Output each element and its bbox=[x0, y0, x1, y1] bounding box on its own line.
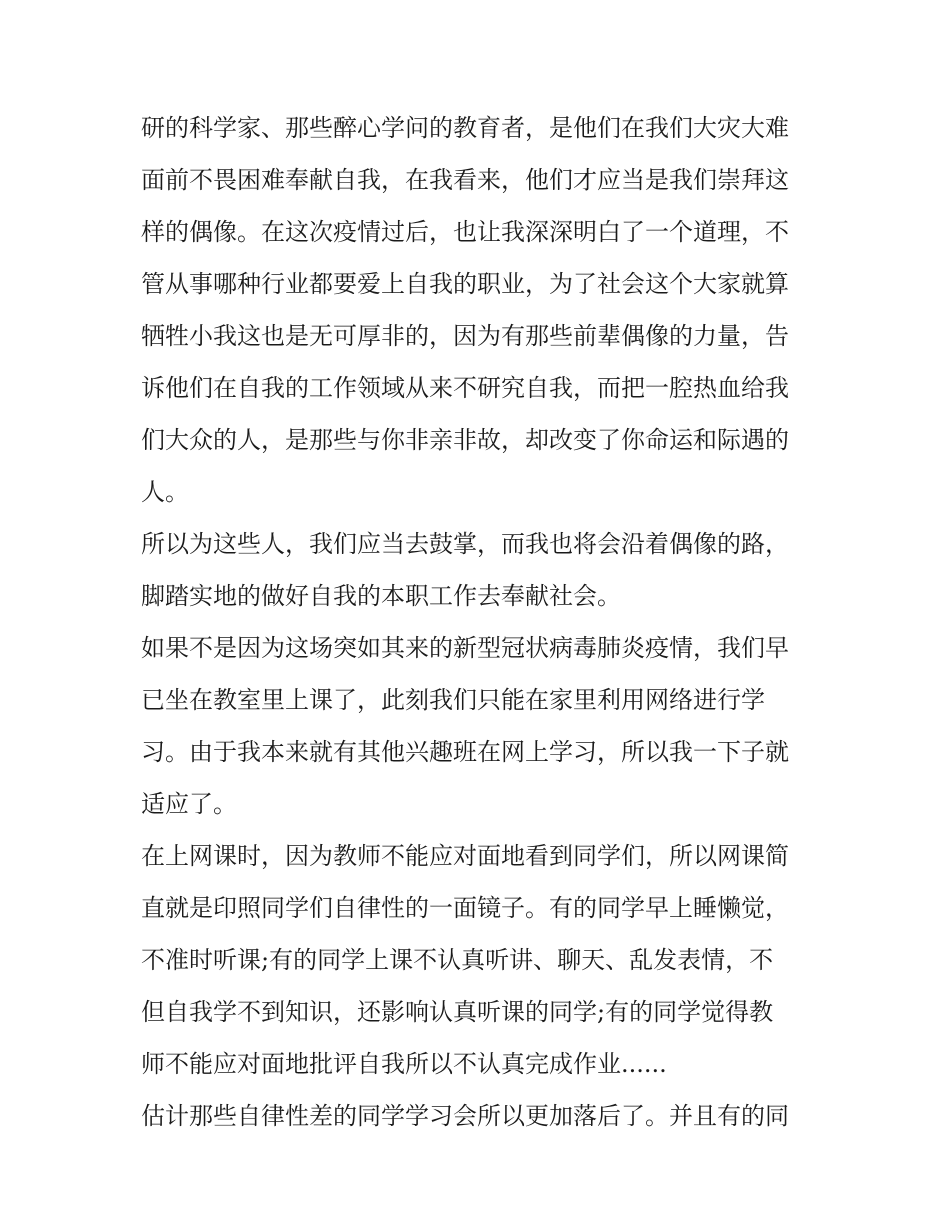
text-line: 所以为这些人，我们应当去鼓掌，而我也将会沿着偶像的路， bbox=[141, 530, 789, 558]
text-line: 直就是印照同学们自律性的一面镜子。有的同学早上睡懒觉， bbox=[141, 894, 789, 922]
text-line: 诉他们在自我的工作领域从来不研究自我，而把一腔热血给我 bbox=[141, 374, 789, 402]
text-line: 师不能应对面地批评自我所以不认真完成作业...... bbox=[141, 1050, 667, 1078]
text-line: 如果不是因为这场突如其来的新型冠状病毒肺炎疫情，我们早 bbox=[141, 634, 789, 662]
text-line: 面前不畏困难奉献自我，在我看来，他们才应当是我们崇拜这 bbox=[141, 166, 789, 194]
text-line: 管从事哪种行业都要爱上自我的职业，为了社会这个大家就算 bbox=[141, 270, 789, 298]
body-text bbox=[141, 102, 821, 1142]
text-line: 不准时听课;有的同学上课不认真听讲、聊天、乱发表情，不 bbox=[141, 946, 774, 974]
text-line: 人。 bbox=[141, 478, 189, 506]
text-line: 样的偶像。在这次疫情过后，也让我深深明白了一个道理，不 bbox=[141, 218, 789, 246]
text-line: 估计那些自律性差的同学学习会所以更加落后了。并且有的同 bbox=[141, 1102, 789, 1130]
text-line: 在上网课时，因为教师不能应对面地看到同学们，所以网课简 bbox=[141, 842, 789, 870]
text-line: 研的科学家、那些醉心学问的教育者，是他们在我们大灾大难 bbox=[141, 114, 789, 142]
text-line: 习。由于我本来就有其他兴趣班在网上学习，所以我一下子就 bbox=[141, 738, 789, 766]
text-line: 牺牲小我这也是无可厚非的，因为有那些前辈偶像的力量，告 bbox=[141, 322, 789, 350]
text-line: 适应了。 bbox=[141, 790, 237, 818]
text-line: 们大众的人，是那些与你非亲非故，却改变了你命运和际遇的 bbox=[141, 426, 789, 454]
text-line: 脚踏实地的做好自我的本职工作去奉献社会。 bbox=[141, 582, 621, 610]
text-line: 已坐在教室里上课了，此刻我们只能在家里利用网络进行学 bbox=[141, 686, 765, 714]
text-line: 但自我学不到知识，还影响认真听课的同学;有的同学觉得教 bbox=[141, 998, 774, 1026]
